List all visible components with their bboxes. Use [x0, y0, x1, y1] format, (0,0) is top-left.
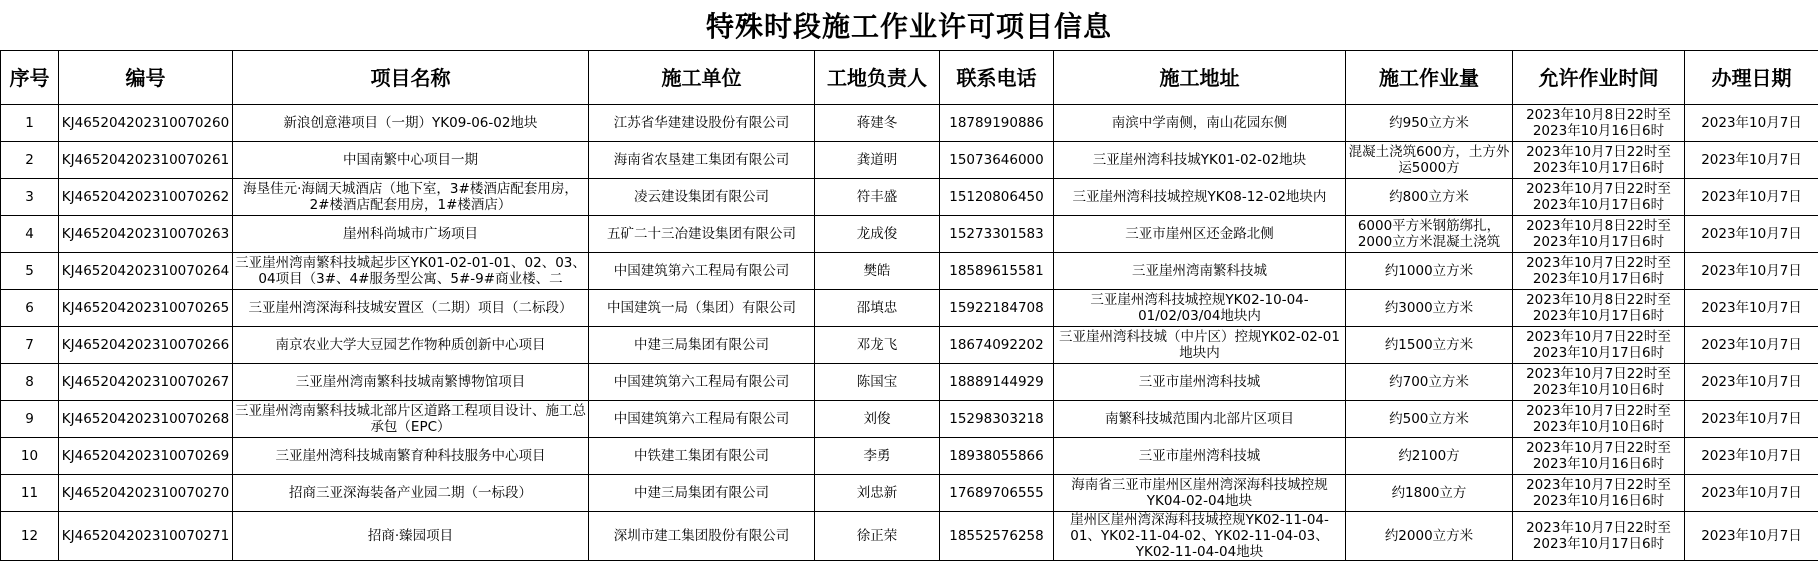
col-phone-cell[interactable]: 18889144929	[940, 364, 1054, 401]
col-site-manager-cell[interactable]: 李勇	[815, 438, 940, 475]
col-address-cell[interactable]: 三亚崖州湾科技城YK01-02-02地块	[1054, 142, 1346, 179]
col-site-manager-cell[interactable]: 蒋建冬	[815, 105, 940, 142]
col-code-cell[interactable]: KJ465204202310070263	[59, 216, 233, 253]
col-date-cell[interactable]: 2023年10月7日	[1685, 253, 1818, 290]
col-code-cell[interactable]: KJ465204202310070261	[59, 142, 233, 179]
table-row	[1, 512, 1818, 561]
col-project-name-cell[interactable]: 中国南繁中心项目一期	[233, 142, 589, 179]
filter-dropdown-icon[interactable]	[796, 51, 810, 52]
col-date-cell[interactable]: 2023年10月7日	[1685, 364, 1818, 401]
col-phone-cell[interactable]: 18789190886	[940, 105, 1054, 142]
col-phone-cell[interactable]: 15120806450	[940, 179, 1054, 216]
col-address-header	[1054, 51, 1346, 105]
col-index-cell[interactable]: 3	[1, 179, 59, 216]
col-project-name-cell[interactable]: 招商三亚深海装备产业园二期（一标段）	[233, 475, 589, 512]
header-label: 工地负责人	[827, 65, 927, 90]
filter-dropdown-icon[interactable]	[40, 51, 54, 52]
col-site-manager-cell[interactable]: 陈国宝	[815, 364, 940, 401]
col-project-name-header	[233, 51, 589, 105]
col-workload-cell[interactable]: 约1500立方米	[1346, 327, 1513, 364]
sheet-title: 特殊时段施工作业许可项目信息	[705, 10, 1112, 43]
col-address-cell[interactable]: 三亚崖州湾科技城控规YK02-10-04-01/02/03/04地块内	[1054, 290, 1346, 327]
col-allowed-time-cell[interactable]: 2023年10月7日22时至2023年10月16日6时	[1513, 475, 1685, 512]
table-row	[1, 142, 1818, 179]
header-label: 施工作业量	[1379, 65, 1479, 90]
col-date-cell[interactable]: 2023年10月7日	[1685, 179, 1818, 216]
col-address-cell[interactable]: 三亚市崖州湾科技城	[1054, 364, 1346, 401]
col-workload-cell[interactable]: 约950立方米	[1346, 105, 1513, 142]
col-contractor-cell[interactable]: 凌云建设集团有限公司	[589, 179, 815, 216]
col-date-cell[interactable]: 2023年10月7日	[1685, 142, 1818, 179]
col-contractor-cell[interactable]: 深圳市建工集团股份有限公司	[589, 512, 815, 561]
table-row	[1, 179, 1818, 216]
col-address-cell[interactable]: 三亚崖州湾南繁科技城	[1054, 253, 1346, 290]
col-workload-cell[interactable]: 约1000立方米	[1346, 253, 1513, 290]
table-row	[1, 216, 1818, 253]
filter-dropdown-icon[interactable]	[1666, 51, 1680, 52]
col-site-manager-cell[interactable]: 刘忠新	[815, 475, 940, 512]
col-project-name-cell[interactable]: 新浪创意港项目（一期）YK09-06-02地块	[233, 105, 589, 142]
col-date-cell[interactable]: 2023年10月7日	[1685, 327, 1818, 364]
col-allowed-time-cell[interactable]: 2023年10月7日22时至2023年10月17日6时	[1513, 327, 1685, 364]
header-row	[1, 51, 1818, 105]
col-address-cell[interactable]: 崖州区崖州湾深海科技城控规YK02-11-04-01、YK02-11-04-02、YK02-11-04-03、YK02-11-04-04地块	[1054, 512, 1346, 561]
col-site-manager-header	[815, 51, 940, 105]
table-row	[1, 253, 1818, 290]
col-code-cell[interactable]: KJ465204202310070265	[59, 290, 233, 327]
col-phone-cell[interactable]: 18674092202	[940, 327, 1054, 364]
col-contractor-cell[interactable]: 海南省农垦建工集团有限公司	[589, 142, 815, 179]
filter-dropdown-icon[interactable]	[1327, 51, 1341, 52]
col-project-name-cell[interactable]: 三亚崖州湾深海科技城安置区（二期）项目（二标段）	[233, 290, 589, 327]
col-allowed-time-header	[1513, 51, 1685, 105]
col-site-manager-cell[interactable]: 邓龙飞	[815, 327, 940, 364]
col-contractor-cell[interactable]: 中建三局集团有限公司	[589, 327, 815, 364]
col-contractor-cell[interactable]: 中国建筑第六工程局有限公司	[589, 401, 815, 438]
col-workload-cell[interactable]: 约3000立方米	[1346, 290, 1513, 327]
col-date-cell[interactable]: 2023年10月7日	[1685, 438, 1818, 475]
col-workload-cell[interactable]: 约1800立方	[1346, 475, 1513, 512]
header-label: 允许作业时间	[1538, 65, 1659, 90]
col-site-manager-cell[interactable]: 刘俊	[815, 401, 940, 438]
col-index-header	[1, 51, 59, 105]
col-address-cell[interactable]: 南滨中学南侧，南山花园东侧	[1054, 105, 1346, 142]
col-phone-cell[interactable]: 15922184708	[940, 290, 1054, 327]
filter-dropdown-icon[interactable]	[214, 51, 228, 52]
col-workload-header	[1346, 51, 1513, 105]
col-phone-cell[interactable]: 15073646000	[940, 142, 1054, 179]
col-index-cell[interactable]: 11	[1, 475, 59, 512]
col-contractor-cell[interactable]: 五矿二十三冶建设集团有限公司	[589, 216, 815, 253]
col-address-cell[interactable]: 海南省三亚市崖州区崖州湾深海科技城控规YK04-02-04地块	[1054, 475, 1346, 512]
col-date-cell[interactable]: 2023年10月7日	[1685, 290, 1818, 327]
col-project-name-cell[interactable]: 三亚崖州湾科技城南繁育种科技服务中心项目	[233, 438, 589, 475]
filter-dropdown-icon[interactable]	[1035, 51, 1049, 52]
col-index-cell[interactable]: 5	[1, 253, 59, 290]
col-project-name-cell[interactable]: 招商·臻园项目	[233, 512, 589, 561]
table-row	[1, 475, 1818, 512]
col-allowed-time-cell[interactable]: 2023年10月7日22时至2023年10月16日6时	[1513, 438, 1685, 475]
col-workload-cell[interactable]: 6000平方米钢筋绑扎，2000立方米混凝土浇筑	[1346, 216, 1513, 253]
filter-dropdown-icon[interactable]	[570, 51, 584, 52]
col-allowed-time-cell[interactable]: 2023年10月8日22时至2023年10月17日6时	[1513, 290, 1685, 327]
col-phone-cell[interactable]: 15273301583	[940, 216, 1054, 253]
col-address-cell[interactable]: 南繁科技城范围内北部片区项目	[1054, 401, 1346, 438]
col-contractor-header	[589, 51, 815, 105]
col-code-cell[interactable]: KJ465204202310070260	[59, 105, 233, 142]
table-body	[1, 105, 1818, 561]
col-code-cell[interactable]: KJ465204202310070264	[59, 253, 233, 290]
table-row	[1, 364, 1818, 401]
col-date-cell[interactable]: 2023年10月7日	[1685, 401, 1818, 438]
col-code-cell[interactable]: KJ465204202310070269	[59, 438, 233, 475]
col-code-cell[interactable]: KJ465204202310070271	[59, 512, 233, 561]
col-contractor-cell[interactable]: 中国建筑第六工程局有限公司	[589, 253, 815, 290]
col-code-cell[interactable]: KJ465204202310070268	[59, 401, 233, 438]
col-allowed-time-cell[interactable]: 2023年10月7日22时至2023年10月10日6时	[1513, 364, 1685, 401]
col-contractor-cell[interactable]: 中铁建工集团有限公司	[589, 438, 815, 475]
col-phone-cell[interactable]: 17689706555	[940, 475, 1054, 512]
col-phone-cell[interactable]: 18589615581	[940, 253, 1054, 290]
header-label: 编号	[125, 65, 166, 90]
filter-dropdown-icon[interactable]	[921, 51, 935, 52]
col-index-cell[interactable]: 10	[1, 438, 59, 475]
col-contractor-cell[interactable]: 中建三局集团有限公司	[589, 475, 815, 512]
col-index-cell[interactable]: 12	[1, 512, 59, 561]
col-index-cell[interactable]: 9	[1, 401, 59, 438]
permit-table	[0, 50, 1818, 561]
col-index-cell[interactable]: 2	[1, 142, 59, 179]
col-phone-header	[940, 51, 1054, 105]
col-site-manager-cell[interactable]: 樊皓	[815, 253, 940, 290]
col-workload-cell[interactable]: 约800立方米	[1346, 179, 1513, 216]
col-site-manager-cell[interactable]: 龚道明	[815, 142, 940, 179]
col-allowed-time-cell[interactable]: 2023年10月7日22时至2023年10月17日6时	[1513, 512, 1685, 561]
col-allowed-time-cell[interactable]: 2023年10月7日22时至2023年10月17日6时	[1513, 253, 1685, 290]
col-code-header	[59, 51, 233, 105]
col-workload-cell[interactable]: 约700立方米	[1346, 364, 1513, 401]
col-index-cell[interactable]: 7	[1, 327, 59, 364]
col-allowed-time-cell[interactable]: 2023年10月8日22时至2023年10月17日6时	[1513, 216, 1685, 253]
filter-dropdown-icon[interactable]	[1800, 51, 1814, 52]
col-phone-cell[interactable]: 15298303218	[940, 401, 1054, 438]
col-date-header	[1685, 51, 1818, 105]
table-row	[1, 105, 1818, 142]
col-allowed-time-cell[interactable]: 2023年10月7日22时至2023年10月10日6时	[1513, 401, 1685, 438]
filter-dropdown-icon[interactable]	[1494, 51, 1508, 52]
header-label: 施工地址	[1159, 65, 1240, 90]
table-row	[1, 290, 1818, 327]
col-project-name-cell[interactable]: 崖州科尚城市广场项目	[233, 216, 589, 253]
header-label: 联系电话	[956, 65, 1037, 90]
header-label: 办理日期	[1711, 65, 1792, 90]
col-workload-cell[interactable]: 约2100方	[1346, 438, 1513, 475]
col-site-manager-cell[interactable]: 符丰盛	[815, 179, 940, 216]
col-project-name-cell[interactable]: 三亚崖州湾南繁科技城南繁博物馆项目	[233, 364, 589, 401]
col-workload-cell[interactable]: 混凝土浇筑600方，土方外运5000方	[1346, 142, 1513, 179]
col-project-name-cell[interactable]: 三亚崖州湾南繁科技城北部片区道路工程项目设计、施工总承包（EPC）	[233, 401, 589, 438]
table-row	[1, 327, 1818, 364]
col-date-cell[interactable]: 2023年10月7日	[1685, 512, 1818, 561]
col-code-cell[interactable]: KJ465204202310070267	[59, 364, 233, 401]
col-contractor-cell[interactable]: 中国建筑第六工程局有限公司	[589, 364, 815, 401]
header-label: 施工单位	[661, 65, 742, 90]
col-index-cell[interactable]: 1	[1, 105, 59, 142]
col-date-cell[interactable]: 2023年10月7日	[1685, 105, 1818, 142]
col-project-name-cell[interactable]: 三亚崖州湾南繁科技城起步区YK01-02-01-01、02、03、04项目（3#、4#服务型公寓、5#-9#商业楼、二	[233, 253, 589, 290]
col-address-cell[interactable]: 三亚市崖州湾科技城	[1054, 438, 1346, 475]
col-workload-cell[interactable]: 约2000立方米	[1346, 512, 1513, 561]
col-index-cell[interactable]: 4	[1, 216, 59, 253]
col-index-cell[interactable]: 8	[1, 364, 59, 401]
col-allowed-time-cell[interactable]: 2023年10月7日22时至2023年10月17日6时	[1513, 142, 1685, 179]
col-workload-cell[interactable]: 约500立方米	[1346, 401, 1513, 438]
header-label: 序号	[9, 65, 50, 90]
col-date-cell[interactable]: 2023年10月7日	[1685, 216, 1818, 253]
table-row	[1, 401, 1818, 438]
col-allowed-time-cell[interactable]: 2023年10月7日22时至2023年10月17日6时	[1513, 179, 1685, 216]
col-code-cell[interactable]: KJ465204202310070266	[59, 327, 233, 364]
col-phone-cell[interactable]: 18552576258	[940, 512, 1054, 561]
col-site-manager-cell[interactable]: 徐正荣	[815, 512, 940, 561]
col-project-name-cell[interactable]: 南京农业大学大豆园艺作物种质创新中心项目	[233, 327, 589, 364]
col-code-cell[interactable]: KJ465204202310070262	[59, 179, 233, 216]
col-contractor-cell[interactable]: 中国建筑一局（集团）有限公司	[589, 290, 815, 327]
col-address-cell[interactable]: 三亚崖州湾科技城（中片区）控规YK02-02-01地块内	[1054, 327, 1346, 364]
col-code-cell[interactable]: KJ465204202310070270	[59, 475, 233, 512]
col-address-cell[interactable]: 三亚市崖州区还金路北侧	[1054, 216, 1346, 253]
col-phone-cell[interactable]: 18938055866	[940, 438, 1054, 475]
header-label: 项目名称	[370, 65, 451, 90]
table-row	[1, 438, 1818, 475]
col-contractor-cell[interactable]: 江苏省华建建设股份有限公司	[589, 105, 815, 142]
col-project-name-cell[interactable]: 海垦佳元·海阔天城酒店（地下室，3#楼酒店配套用房，2#楼酒店配套用房，1#楼酒店）	[233, 179, 589, 216]
col-index-cell[interactable]: 6	[1, 290, 59, 327]
col-site-manager-cell[interactable]: 龙成俊	[815, 216, 940, 253]
col-site-manager-cell[interactable]: 邵填忠	[815, 290, 940, 327]
col-address-cell[interactable]: 三亚崖州湾科技城控规YK08-12-02地块内	[1054, 179, 1346, 216]
col-date-cell[interactable]: 2023年10月7日	[1685, 475, 1818, 512]
col-allowed-time-cell[interactable]: 2023年10月8日22时至2023年10月16日6时	[1513, 105, 1685, 142]
